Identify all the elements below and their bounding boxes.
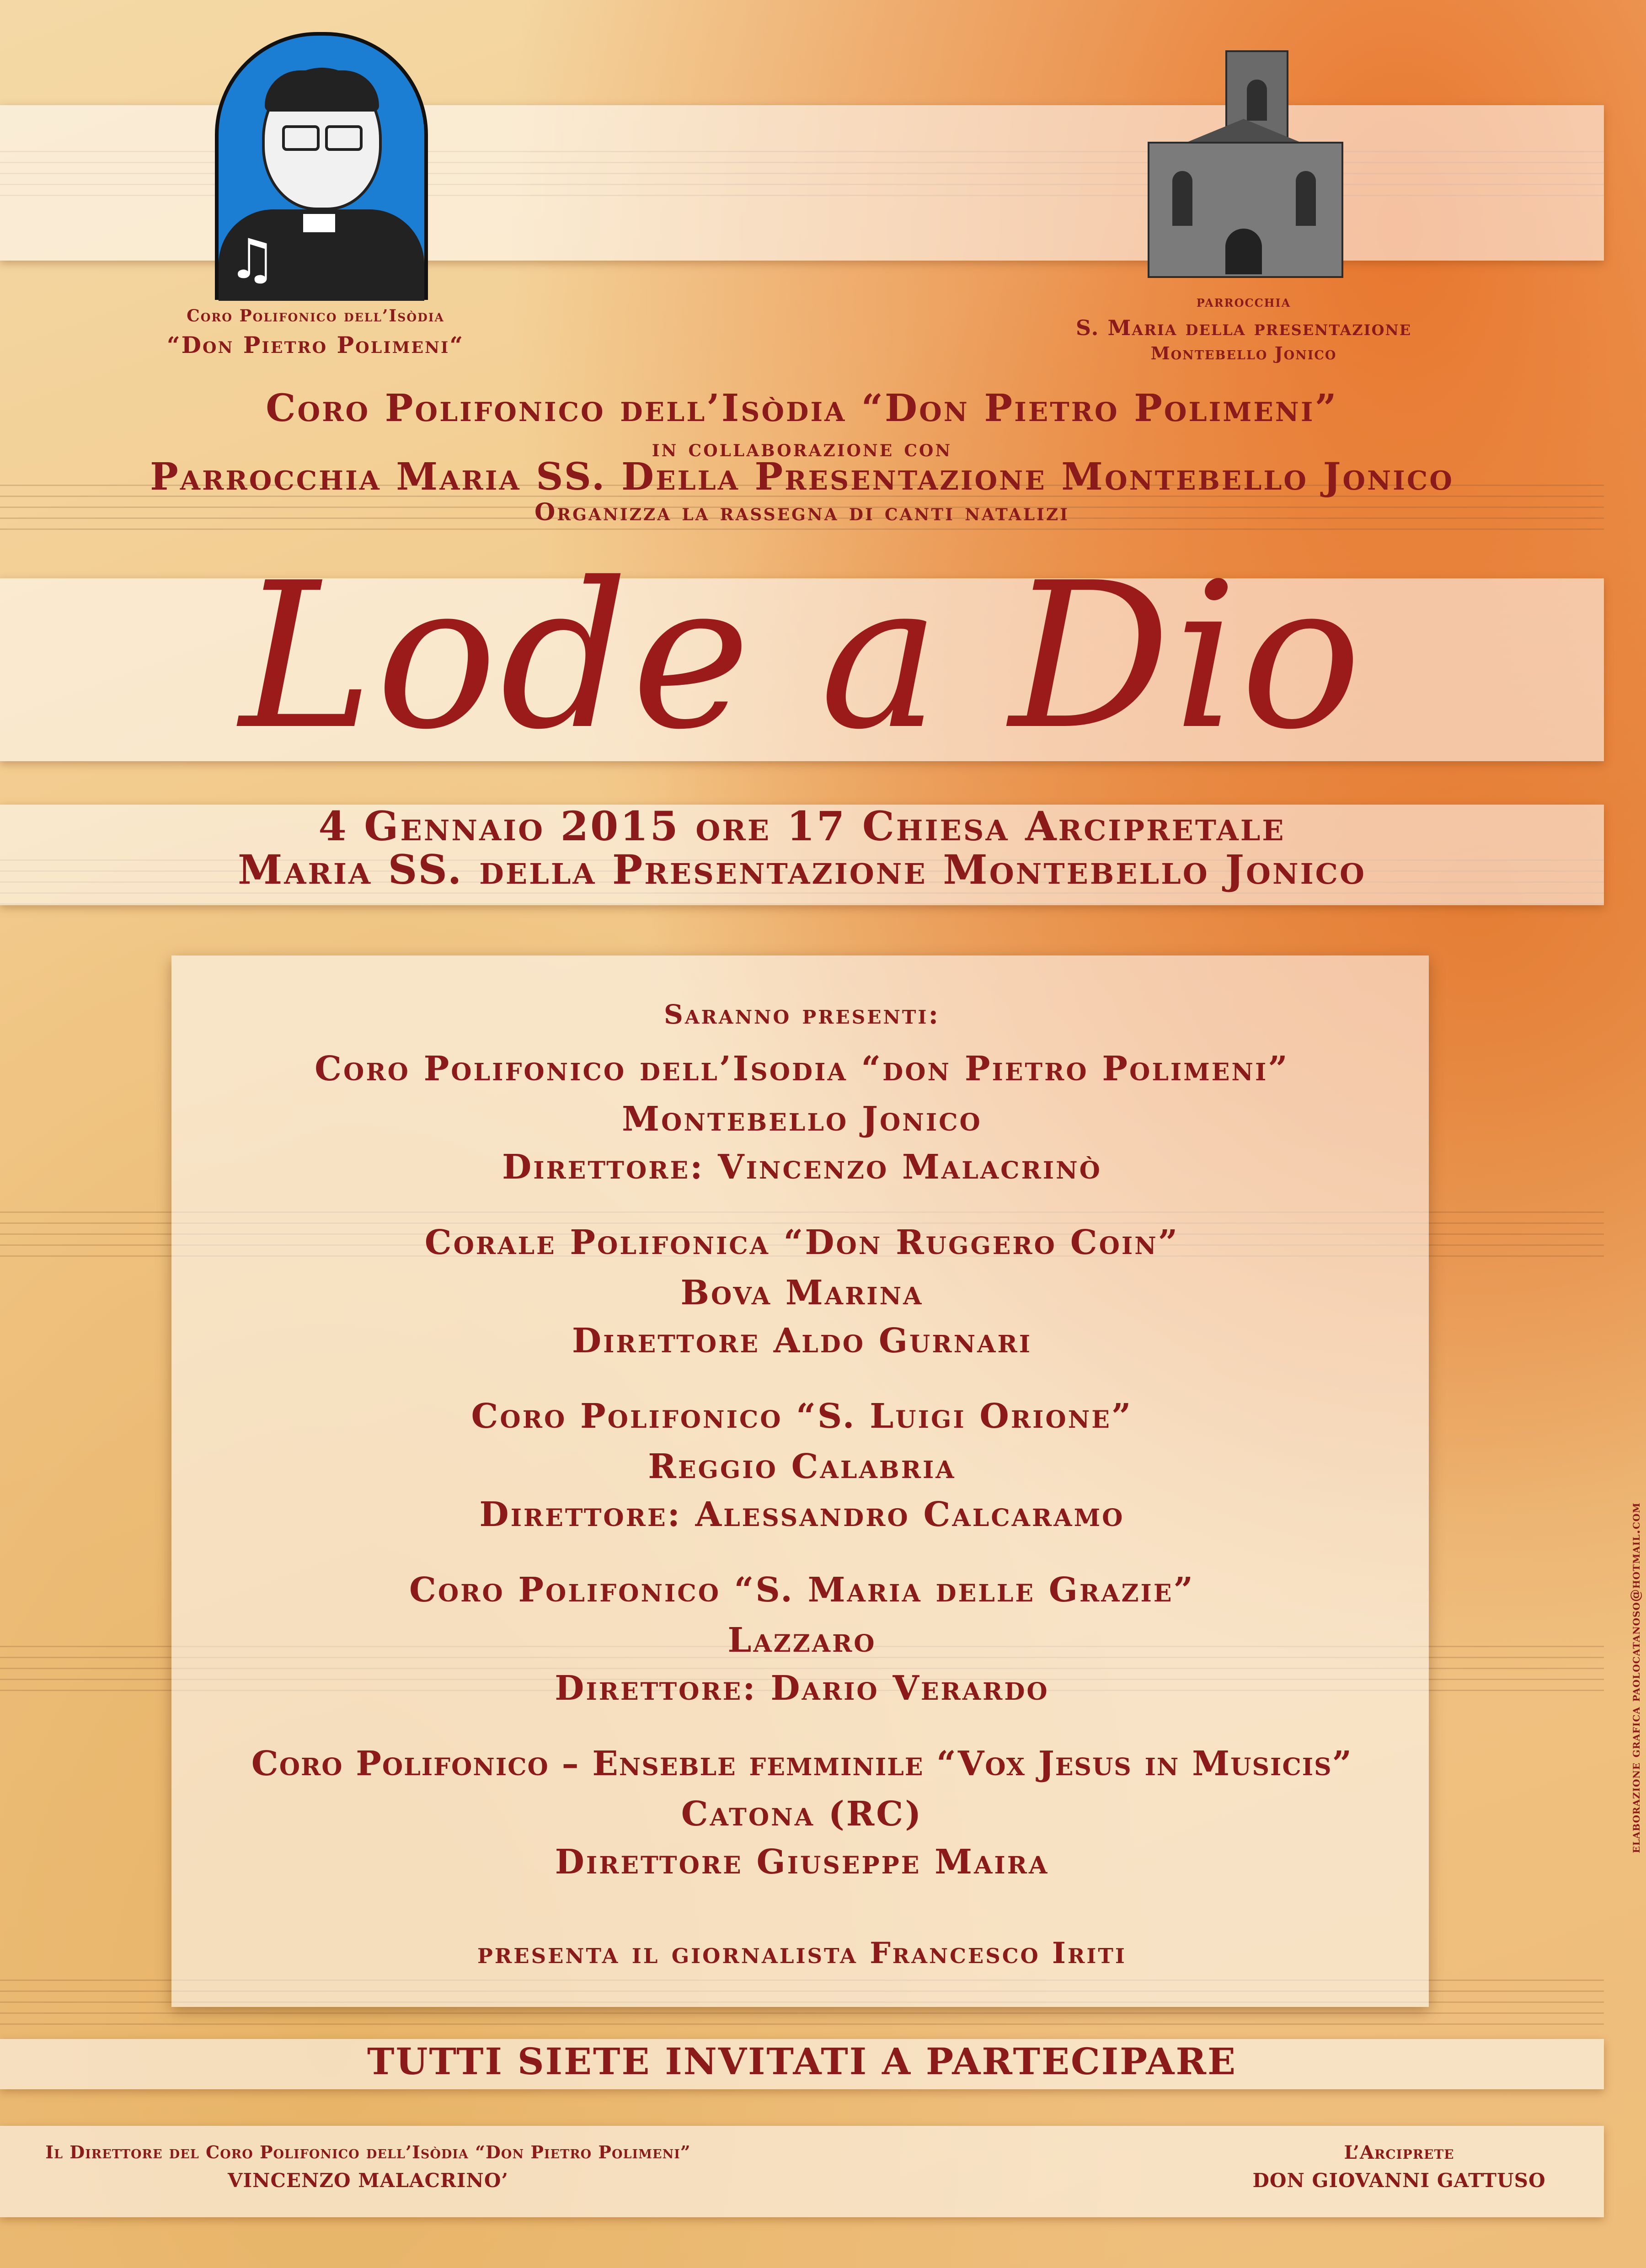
footer-right-line1: L’Arciprete bbox=[1344, 2142, 1454, 2163]
choir-place: Lazzaro bbox=[727, 1621, 876, 1660]
intro-line1: Coro Polifonico dell’Isòdia “Don Pietro Polimeni” bbox=[266, 386, 1338, 430]
graphic-credit: elaborazione grafica paolocatanoso@hotmail.com bbox=[1628, 1502, 1643, 1853]
footer-left-line2: VINCENZO MALACRINO’ bbox=[227, 2169, 509, 2192]
choir-director: Direttore: Alessandro Calcaramo bbox=[479, 1495, 1125, 1534]
event-location-line: Maria SS. della Presentazione Montebello Jonico bbox=[237, 846, 1367, 893]
choir-director: Direttore: Vincenzo Malacrinò bbox=[502, 1147, 1102, 1187]
choir-name: Corale Polifonica “Don Ruggero Coin” bbox=[424, 1223, 1180, 1262]
intro-line2: in collaborazione con bbox=[652, 434, 952, 462]
choir-director: Direttore Aldo Gurnari bbox=[572, 1321, 1032, 1361]
header-right-line1: parrocchia bbox=[1196, 293, 1291, 311]
panel-heading: Saranno presenti: bbox=[663, 999, 941, 1030]
choir-place: Montebello Jonico bbox=[622, 1099, 982, 1139]
choir-director: Direttore: Dario Verardo bbox=[555, 1669, 1049, 1708]
header-left-line2: “Don Pietro Polimeni“ bbox=[166, 331, 465, 358]
header-left-line1: Coro Polifonico dell’Isòdia bbox=[187, 306, 444, 326]
invite-line: TUTTI SIETE INVITATI A PARTECIPARE bbox=[367, 2040, 1237, 2083]
music-note-icon: ♫ bbox=[228, 228, 277, 291]
portrait-face bbox=[262, 68, 382, 210]
choir-director: Direttore Giuseppe Maira bbox=[555, 1842, 1049, 1882]
choir-name: Coro Polifonico “S. Maria delle Grazie” bbox=[409, 1570, 1195, 1610]
choir-place: Catona (RC) bbox=[681, 1794, 923, 1834]
footer-right-line2: DON GIOVANNI GATTUSO bbox=[1252, 2169, 1546, 2192]
intro-line4: Organizza la rassegna di canti natalizi bbox=[534, 498, 1070, 526]
presenter-line: presenta il giornalista Francesco Iriti bbox=[477, 1936, 1127, 1970]
church-illustration bbox=[1148, 50, 1340, 274]
choir-place: Reggio Calabria bbox=[648, 1447, 956, 1486]
intro-line3: Parrocchia Maria SS. Della Presentazione Montebello Jonico bbox=[150, 455, 1454, 499]
header-right-line3: Montebello Jonico bbox=[1150, 343, 1337, 363]
choir-place: Bova Marina bbox=[680, 1273, 924, 1313]
choir-name: Coro Polifonico dell’Isodia “don Pietro Polimeni” bbox=[315, 1049, 1289, 1089]
header-right-line2: S. Maria della presentazione bbox=[1075, 315, 1412, 340]
event-date-line: 4 Gennaio 2015 ore 17 Chiesa Arcipretale bbox=[318, 802, 1286, 850]
choir-logo bbox=[215, 32, 428, 300]
choir-name: Coro Polifonico “S. Luigi Orione” bbox=[471, 1397, 1133, 1436]
footer-left-line1: Il Direttore del Coro Polifonico dell’Isòdia “Don Pietro Polimeni” bbox=[45, 2142, 691, 2162]
choir-name: Coro Polifonico – Enseble femminile “Vox Jesus in Musicis” bbox=[251, 1744, 1353, 1783]
event-title: Lode a Dio bbox=[240, 539, 1364, 774]
